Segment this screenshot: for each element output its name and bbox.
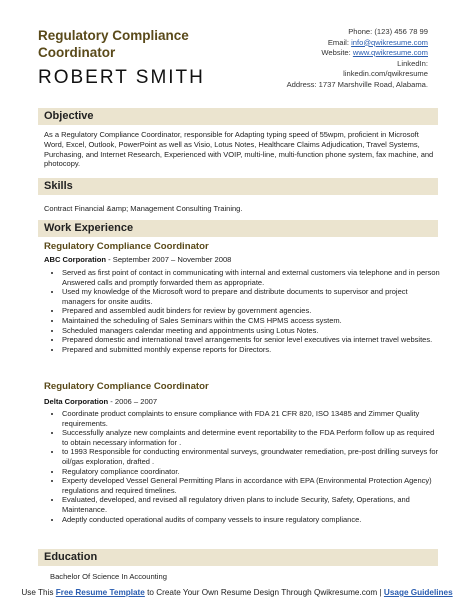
candidate-name: ROBERT SMITH	[38, 67, 205, 88]
education-degree: Bachelor Of Science In Accounting	[50, 572, 167, 581]
linkedin-label: LinkedIn:	[397, 58, 428, 68]
job-2-bullets	[44, 409, 442, 524]
website-link[interactable]: www.qwikresume.com	[352, 48, 428, 57]
section-title-objective: Objective	[44, 110, 94, 122]
objective-text: As a Regulatory Compliance Coordinator, responsible for Adapting typing speed of 55wpm, proficient in Microsoft Word, Excel, Outlook, PowerPoint as well as Visio, Lotus Notes, Healthcare Claims Adjudication, Travel Systems, Purchasing, and Internet Research, Experienced with VOIP, multi-line, multi-function phone system, fax machine, and photocopy.	[44, 130, 434, 169]
list-item: • Successfully analyze new complaints and determine event reportability to the FDA Perform follow up as required to obtain necessary information for .	[62, 428, 442, 447]
job-2-title: Regulatory Compliance Coordinator	[44, 381, 209, 392]
section-objective	[38, 108, 438, 125]
list-item: • Evaluated, developed, and revised all regulatory driven plans to include Security, Safety, Operations, and Maintenance.	[62, 495, 442, 514]
job-2-dates: - 2006 – 2007	[108, 397, 158, 406]
skills-text: Contract Financial &amp; Management Consulting Training.	[44, 204, 243, 213]
phone-line: Phone: (123) 456 78 99	[348, 27, 428, 36]
job-title: Regulatory Compliance Coordinator	[38, 28, 189, 60]
list-item: • Maintained the scheduling of Sales Seminars within the CMS HPMS access system.	[62, 316, 442, 326]
contact-block	[258, 27, 428, 90]
list-item: • Served as first point of contact in communicating with internal and external customers via telephone and in person Answered calls and promptly forwarded them as appropriate.	[62, 268, 442, 287]
job-2-company: Delta Corporation	[44, 397, 109, 406]
list-item: • Coordinate product complaints to ensure compliance with FDA 21 CFR 820, ISO 13485 and Zimmer Quality requirements.	[62, 409, 442, 428]
section-title-education: Education	[44, 551, 98, 563]
job-1-title: Regulatory Compliance Coordinator	[44, 241, 209, 252]
list-item: • Scheduled managers calendar meeting and appointments using Lotus Notes.	[62, 326, 442, 336]
job-1-company: ABC Corporation	[44, 255, 107, 264]
website-line: Website: www.qwikresume.com	[321, 48, 428, 57]
list-item: • Adeptly conducted operational audits of company vessels to insure regulatory compliance.	[62, 515, 442, 525]
list-item: • Regulatory compliance coordinator.	[62, 467, 442, 477]
linkedin-value: linkedin.com/qwikresume	[343, 69, 428, 78]
footer: Use This Free Resume Template to Create Your Own Resume Design Through Qwikresume.com | Usage Guidelines	[21, 588, 453, 597]
job-1-dates: - September 2007 – November 2008	[106, 255, 232, 264]
free-template-link[interactable]: Free Resume Template	[55, 588, 145, 597]
list-item: • Used my knowledge of the Microsoft word to prepare and distribute documents to supervisor and project managers for onsite audits.	[62, 287, 442, 306]
email-link[interactable]: info@qwikresume.com	[351, 37, 428, 47]
list-item: • Experty developed Vessel General Permitting Plans in accordance with EPA (Environmental Protection Agency) regulations and required timelines.	[62, 476, 442, 495]
section-education	[38, 549, 438, 566]
section-title-work: Work Experience	[44, 222, 134, 234]
list-item: • Prepared domestic and international travel arrangements for senior level executives via internet travel websites.	[62, 335, 442, 345]
email-line: Email: info@qwikresume.com	[327, 37, 428, 47]
section-title-skills: Skills	[44, 180, 73, 192]
job-2-company-line	[44, 397, 157, 406]
section-work-experience	[38, 220, 438, 237]
address-line: Address: 1737 Marshville Road, Alabama.	[286, 79, 428, 89]
list-item: • to 1993 Responsible for conducting environmental surveys, groundwater remediation, pre-post drilling surveys for oil/gas exploration, drafted .	[62, 447, 442, 466]
list-item: • Prepared and submitted monthly expense reports for Directors.	[62, 345, 442, 355]
job-1-bullets	[44, 268, 442, 354]
job-1-company-line	[44, 255, 231, 264]
list-item: • Prepared and assembled audit binders for review by government agencies.	[62, 306, 442, 316]
usage-guidelines-link[interactable]: Usage Guidelines	[383, 588, 453, 597]
section-skills	[38, 178, 438, 195]
